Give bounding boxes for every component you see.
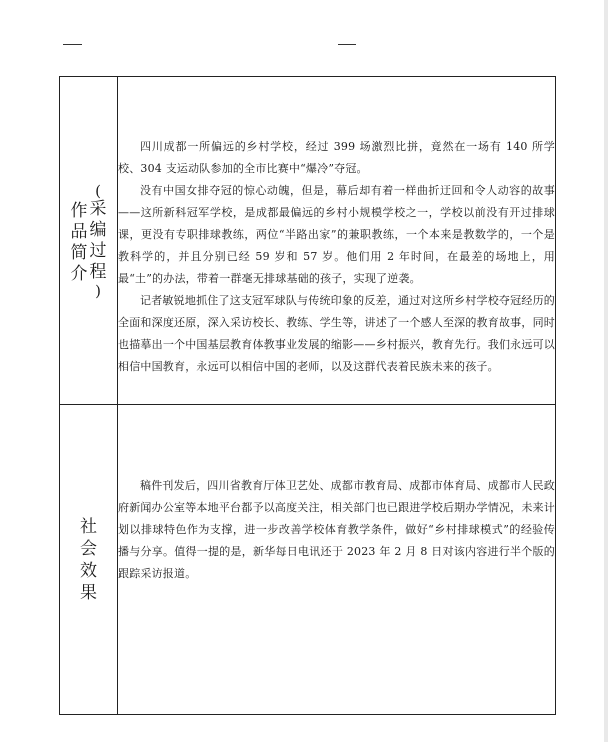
top-divider-right: [338, 44, 356, 45]
summary-content-cell: [118, 77, 556, 405]
summary-paragraph-1: 四川成都一所偏远的乡村学校，经过 399 场激烈比拼，竟然在一场有 140 所学校、304 支运动队参加的全市比赛中“爆冷”夺冠。: [118, 140, 555, 175]
summary-label-cell: [60, 77, 118, 405]
label-char: 采: [89, 198, 107, 219]
label-char: 会: [80, 538, 97, 559]
label-char: 介: [70, 263, 88, 284]
label-char: 果: [80, 582, 97, 603]
summary-paragraph-2: 没有中国女排夺冠的惊心动魄，但是，幕后却有着一样曲折迂回和令人动容的故事——这所新科冠军学校，是成都最偏远的乡村小规模学校之一，学校以前没有开过排球课，更没有专职排球教练，两位“半路出家”的兼职教练，一个本来是教数学的，一个是教科学的，并且分别已经 59 岁和 57 岁。他们用 2 年时间，在最差的场地上，用最“土”的办法，带着一群毫无排球基础的孩子，实现了逆袭。: [118, 184, 555, 285]
label-char: 作: [70, 200, 88, 221]
summary-text: [118, 77, 555, 378]
summary-row: [60, 77, 556, 405]
summary-label-column-left: [71, 183, 88, 285]
label-char: (: [95, 181, 101, 200]
label-char: 社: [80, 516, 97, 537]
summary-label-column-right: [90, 183, 107, 299]
label-char: 品: [70, 221, 88, 242]
summary-label: [60, 183, 117, 299]
label-char: 简: [70, 242, 88, 263]
effect-label: [60, 516, 117, 604]
effect-content-cell: [118, 405, 556, 715]
label-char: 程: [89, 261, 107, 282]
page-edge-shadow: [604, 0, 608, 742]
summary-paragraph-3: 记者敏锐地抓住了这支冠军球队与传统印象的反差，通过对这所乡村学校夺冠经历的全面和深度还原，深入采访校长、教练、学生等，讲述了一个感人至深的教育故事，同时也描摹出一个中国基层教育体教事业发展的缩影——乡村振兴，教育先行。我们永远可以相信中国教育，永远可以相信中国的老师，以及这群代表着民族未来的孩子。: [118, 294, 555, 373]
label-char: 编: [89, 219, 107, 240]
effect-paragraph-1: 稿件刊发后，四川省教育厅体卫艺处、成都市教育局、成都市体育局、成都市人民政府新闻办公室等本地平台都予以高度关注，相关部门也已跟进学校后期办学情况，未来计划以排球特色作为支撑，进一步改善学校体育教学条件，做好“乡村排球模式”的经验传播与分享。值得一提的是，新华每日电讯还于 2023 年 2 月 8 日对该内容进行半个版的跟踪采访报道。: [118, 479, 555, 580]
effect-row: [60, 405, 556, 715]
effect-text: [118, 405, 555, 585]
label-char: 过: [89, 240, 107, 261]
top-divider-left: [63, 44, 82, 45]
label-char: 效: [80, 560, 97, 581]
entry-form-table: [59, 76, 556, 715]
label-char: ): [95, 281, 101, 300]
effect-label-cell: [60, 405, 118, 715]
